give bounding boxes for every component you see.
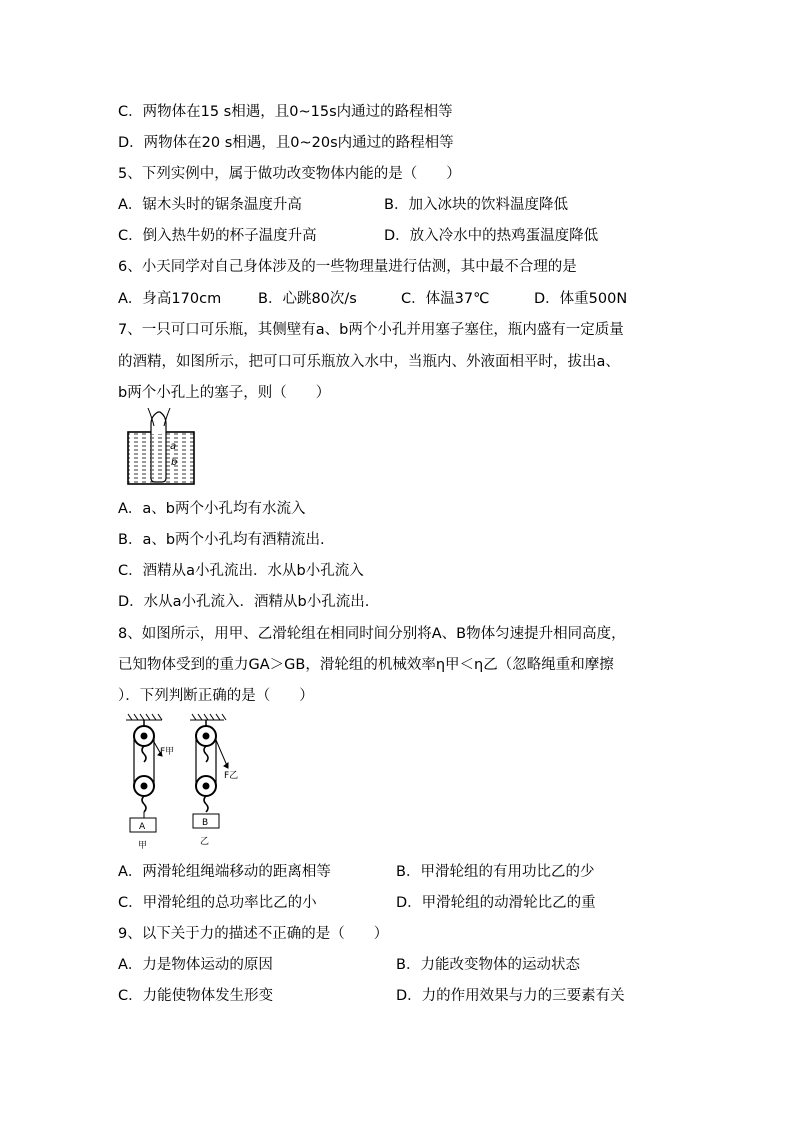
q4-option-d: D．两物体在20 s相遇，且0~20s内通过的路程相等	[118, 135, 454, 151]
q8-stem-line1: 8、如图所示，用甲、乙滑轮组在相同时间分别将A、B物体匀速提升相同高度，	[118, 626, 626, 642]
q8-pulley-figure	[118, 712, 258, 852]
q8-option-b: B．甲滑轮组的有用功比乙的少	[396, 864, 595, 880]
q7-option-c: C．酒精从a小孔流出．水从b小孔流入	[118, 563, 364, 579]
q9-options-row2	[118, 986, 625, 1006]
force-jia-label: F甲	[160, 747, 175, 757]
q7-option-d: D．水从a小孔流入．酒精从b小孔流出.	[118, 594, 370, 610]
q5-stem: 5、下列实例中，属于做功改变物体内能的是（ ）	[118, 166, 461, 182]
q9-option-b: B．力能改变物体的运动状态	[396, 957, 580, 973]
q7-bottle-figure	[118, 408, 202, 490]
q5-option-c: C．倒入热牛奶的杯子温度升高	[118, 228, 317, 244]
q8-option-a: A．两滑轮组绳端移动的距离相等	[118, 864, 331, 880]
q5-options-row2	[118, 226, 599, 246]
label-jia: 甲	[138, 841, 148, 851]
q9-stem: 9、以下关于力的描述不正确的是（ ）	[118, 926, 389, 942]
q8-options-row2	[118, 893, 596, 913]
q4-option-c: C．两物体在15 s相遇，且0~15s内通过的路程相等	[118, 104, 453, 120]
hole-b-label: b	[171, 457, 178, 468]
q5-option-a: A．锯木头时的锯条温度升高	[118, 197, 302, 213]
q8-stem-line3: ）．下列判断正确的是（ ）	[118, 688, 314, 704]
q9-option-d: D．力的作用效果与力的三要素有关	[396, 988, 625, 1004]
q8-options-row1	[118, 862, 595, 882]
q6-option-a: A．身高170cm	[118, 291, 222, 307]
q8-option-c: C．甲滑轮组的总功率比乙的小	[118, 895, 317, 911]
q8-option-d: D．甲滑轮组的动滑轮比乙的重	[396, 895, 596, 911]
q6-option-b: B．心跳80次/s	[258, 291, 357, 307]
q8-stem-line2: 已知物体受到的重力GA＞GB，滑轮组的机械效率η甲＜η乙（忽略绳重和摩擦	[118, 657, 614, 673]
q6-stem: 6、小天同学对自己身体涉及的一些物理量进行估测，其中最不合理的是	[118, 259, 577, 275]
q7-option-b: B．a、b两个小孔均有酒精流出.	[118, 532, 325, 548]
q7-stem-line2: 的酒精，如图所示，把可口可乐瓶放入水中，当瓶内、外液面相平时，拔出a、	[118, 354, 620, 370]
q5-options-row1	[118, 195, 568, 215]
pulley-system-yi	[196, 720, 228, 812]
q7-stem-line3: b两个小孔上的塞子，则（ ）	[118, 385, 331, 401]
q5-option-b: B．加入冰块的饮料温度降低	[384, 197, 568, 213]
q9-options-row1	[118, 955, 580, 975]
q9-option-c: C．力能使物体发生形变	[118, 988, 274, 1004]
pulley-system-jia	[134, 720, 162, 818]
hole-a-label: a	[170, 441, 177, 452]
label-yi: 乙	[200, 837, 210, 847]
q6-options-row	[118, 289, 628, 309]
q9-option-a: A．力是物体运动的原因	[118, 957, 273, 973]
q7-option-a: A．a、b两个小孔均有水流入	[118, 501, 306, 517]
box-b-label: B	[202, 818, 209, 828]
q6-option-c: C．体温37℃	[401, 291, 490, 307]
box-a-label: A	[139, 822, 146, 832]
q6-option-d: D．体重500N	[534, 291, 628, 307]
q5-option-d: D．放入冷水中的热鸡蛋温度降低	[384, 228, 599, 244]
force-yi-label: F乙	[224, 771, 239, 781]
q7-stem-line1: 7、一只可口可乐瓶，其侧壁有a、b两个小孔并用塞子塞住，瓶内盛有一定质量	[118, 322, 624, 338]
